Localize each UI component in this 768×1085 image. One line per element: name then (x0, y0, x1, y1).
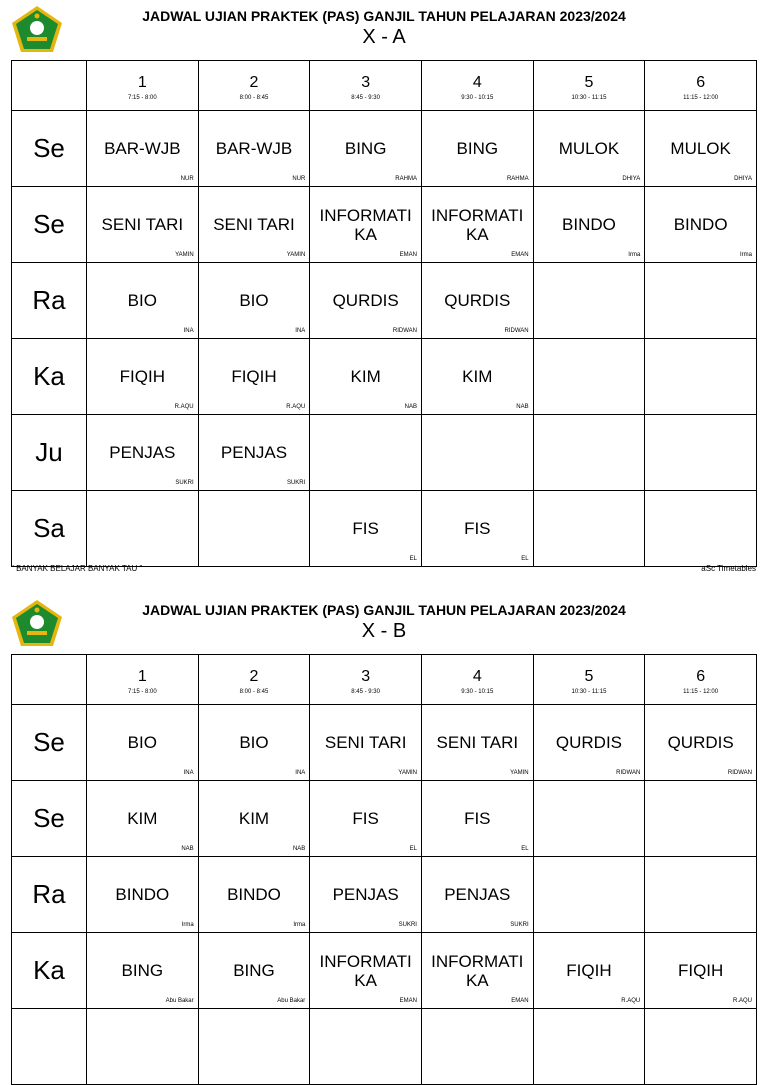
lesson-cell (533, 339, 645, 415)
day-label: Ra (12, 263, 87, 339)
teacher-name: Abu Bakar (165, 998, 194, 1004)
lesson-cell (533, 111, 645, 187)
period-number: 6 (696, 73, 706, 91)
subject-name: FIS (464, 519, 491, 538)
subject-name: BING (121, 961, 164, 980)
lesson-cell (533, 263, 645, 339)
period-header (198, 61, 310, 111)
period-header (533, 655, 645, 705)
period-number: 2 (249, 73, 259, 91)
period-number: 6 (696, 667, 706, 685)
period-header (645, 61, 757, 111)
lesson-cell (87, 111, 199, 187)
subject-name: PENJAS (220, 443, 288, 462)
teacher-name: R.AQU (621, 998, 641, 1004)
lesson-cell (645, 781, 757, 857)
period-number: 5 (584, 667, 594, 685)
day-row (12, 705, 757, 781)
teacher-name: NUR (292, 176, 306, 182)
lesson-cell (310, 339, 422, 415)
period-header-row (12, 61, 757, 111)
teacher-name: SUKRI (175, 480, 194, 486)
subject-name: BING (344, 139, 387, 158)
subject-name: KIM (350, 367, 381, 386)
lesson-cell (87, 491, 199, 567)
teacher-name: EMAN (399, 252, 417, 258)
teacher-name: RAHMA (395, 176, 417, 182)
subject-name: PENJAS (332, 885, 399, 904)
day-row (12, 111, 757, 187)
lesson-cell (645, 263, 757, 339)
teacher-name: NAB (292, 846, 306, 852)
teacher-name: INA (183, 328, 194, 334)
teacher-name: EMAN (511, 252, 529, 258)
subject-name: MULOK (558, 139, 620, 158)
empty-cell (421, 1009, 533, 1085)
lesson-cell (533, 933, 645, 1009)
class-name: X - A (362, 26, 406, 48)
empty-cell (198, 1009, 310, 1085)
sheet-title: JADWAL UJIAN PRAKTEK (PAS) GANJIL TAHUN PELAJARAN 2023/2024 (142, 8, 626, 24)
teacher-name: DHIYA (734, 176, 752, 182)
period-number: 5 (584, 73, 594, 91)
lesson-cell (645, 111, 757, 187)
day-label: Ju (12, 415, 87, 491)
lesson-cell (533, 187, 645, 263)
period-time: 11:15 - 12:00 (683, 688, 719, 695)
footer-generator: aSc Timetables (701, 564, 756, 573)
teacher-name: SUKRI (510, 922, 529, 928)
corner-cell (12, 61, 87, 111)
lesson-cell (421, 111, 533, 187)
period-number: 3 (361, 667, 371, 685)
day-row-partial (12, 1009, 757, 1085)
lesson-cell (87, 781, 199, 857)
subject-name: QURDIS (332, 291, 399, 310)
period-number: 2 (249, 667, 259, 685)
lesson-cell (645, 339, 757, 415)
subject-name: SENI TARI (213, 215, 295, 234)
lesson-cell (310, 933, 422, 1009)
lesson-cell (198, 339, 310, 415)
subject-name: SENI TARI (324, 733, 407, 752)
teacher-name: DHIYA (622, 176, 641, 182)
lesson-cell (198, 857, 310, 933)
period-time: 8:00 - 8:45 (239, 688, 269, 695)
lesson-cell (533, 781, 645, 857)
teacher-name: RAHMA (506, 176, 529, 182)
sheet-title: JADWAL UJIAN PRAKTEK (PAS) GANJIL TAHUN PELAJARAN 2023/2024 (142, 602, 626, 618)
lesson-cell (645, 187, 757, 263)
teacher-name: NUR (180, 176, 194, 182)
subject-name: MULOK (670, 139, 731, 158)
teacher-name: NAB (516, 404, 529, 410)
subject-name: INFORMATI KA (431, 205, 524, 244)
lesson-cell (310, 111, 422, 187)
lesson-cell (421, 263, 533, 339)
teacher-name: RIDWAN (504, 328, 529, 334)
lesson-cell (533, 415, 645, 491)
lesson-cell (310, 187, 422, 263)
period-header (87, 61, 199, 111)
subject-name: FIQIH (119, 367, 165, 386)
teacher-name: Irma (740, 252, 752, 258)
day-label: Se (12, 705, 87, 781)
period-header (198, 655, 310, 705)
subject-name: QURDIS (555, 733, 623, 752)
subject-name: FIS (352, 519, 379, 538)
teacher-name: INA (183, 770, 194, 776)
day-row (12, 187, 757, 263)
period-time: 7:15 - 8:00 (127, 688, 157, 695)
lesson-cell (310, 705, 422, 781)
corner-cell (12, 655, 87, 705)
teacher-name: EMAN (511, 998, 529, 1004)
period-time: 8:00 - 8:45 (239, 94, 269, 101)
subject-name: QURDIS (444, 291, 511, 310)
period-header (421, 655, 533, 705)
teacher-name: YAMIN (286, 252, 306, 258)
period-time: 9:30 - 10:15 (461, 688, 494, 695)
lesson-cell (310, 415, 422, 491)
period-time: 10:30 - 11:15 (571, 94, 607, 101)
subject-name: FIQIH (677, 961, 724, 980)
subject-name: BING (456, 139, 499, 158)
lesson-cell (87, 933, 199, 1009)
lesson-cell (198, 491, 310, 567)
subject-name: BAR-WJB (104, 139, 181, 158)
teacher-name: Abu Bakar (277, 998, 306, 1004)
lesson-cell (310, 263, 422, 339)
lesson-cell (198, 263, 310, 339)
teacher-name: Irma (181, 922, 194, 928)
teacher-name: R.AQU (732, 998, 752, 1004)
day-label: Ka (12, 339, 87, 415)
subject-name: INFORMATI KA (431, 951, 524, 990)
period-header (310, 61, 422, 111)
period-header-row (12, 655, 757, 705)
lesson-cell (421, 781, 533, 857)
teacher-name: YAMIN (175, 252, 194, 258)
teacher-name: EL (409, 846, 417, 852)
teacher-name: YAMIN (398, 770, 417, 776)
teacher-name: R.AQU (286, 404, 306, 410)
lesson-cell (645, 491, 757, 567)
teacher-name: RIDWAN (392, 328, 417, 334)
period-time: 11:15 - 12:00 (683, 94, 719, 101)
lesson-cell (87, 339, 199, 415)
lesson-cell (198, 187, 310, 263)
teacher-name: EMAN (399, 998, 417, 1004)
day-label: Se (12, 111, 87, 187)
subject-name: BIO (239, 733, 269, 752)
subject-name: KIM (238, 809, 270, 828)
lesson-cell (533, 491, 645, 567)
subject-name: PENJAS (444, 885, 511, 904)
teacher-name: R.AQU (174, 404, 194, 410)
teacher-name: RIDWAN (727, 770, 752, 776)
lesson-cell (87, 415, 199, 491)
lesson-cell (533, 857, 645, 933)
teacher-name: INA (295, 328, 306, 334)
period-number: 3 (361, 73, 371, 91)
subject-name: FIS (464, 809, 491, 828)
timetable-grid (11, 60, 757, 567)
subject-name: BINDO (562, 215, 616, 234)
lesson-cell (87, 705, 199, 781)
lesson-cell (198, 933, 310, 1009)
teacher-name: SUKRI (398, 922, 417, 928)
empty-cell (533, 1009, 645, 1085)
lesson-cell (310, 857, 422, 933)
teacher-name: NAB (404, 404, 417, 410)
period-number: 4 (472, 73, 482, 91)
period-header (645, 655, 757, 705)
subject-name: SENI TARI (436, 733, 519, 752)
subject-name: FIQIH (231, 367, 277, 386)
day-row (12, 781, 757, 857)
lesson-cell (421, 491, 533, 567)
subject-name: INFORMATI KA (319, 205, 412, 244)
teacher-name: SUKRI (286, 480, 306, 486)
teacher-name: NAB (181, 846, 194, 852)
subject-name: QURDIS (667, 733, 734, 752)
empty-cell (645, 1009, 757, 1085)
lesson-cell (421, 857, 533, 933)
subject-name: BINDO (115, 885, 170, 904)
lesson-cell (310, 781, 422, 857)
subject-name: BIO (127, 291, 157, 310)
day-label: Sa (12, 491, 87, 567)
timetable-sheet-x-b (0, 594, 768, 1024)
lesson-cell (198, 705, 310, 781)
subject-name: BINDO (227, 885, 281, 904)
teacher-name: EL (521, 846, 529, 852)
class-name: X - B (361, 620, 407, 642)
lesson-cell (87, 187, 199, 263)
lesson-cell (87, 857, 199, 933)
teacher-name: Irma (293, 922, 306, 928)
teacher-name: YAMIN (510, 770, 529, 776)
teacher-name: EL (409, 556, 417, 562)
teacher-name: EL (521, 556, 529, 562)
lesson-cell (421, 933, 533, 1009)
period-number: 4 (472, 667, 482, 685)
lesson-cell (87, 263, 199, 339)
day-row (12, 857, 757, 933)
teacher-name: RIDWAN (616, 770, 641, 776)
subject-name: SENI TARI (101, 215, 184, 234)
lesson-cell (645, 415, 757, 491)
day-label: Se (12, 187, 87, 263)
subject-name: INFORMATI KA (319, 951, 412, 990)
day-label: Se (12, 781, 87, 857)
lesson-cell (421, 705, 533, 781)
period-time: 8:45 - 9:30 (351, 94, 380, 101)
day-row (12, 491, 757, 567)
lesson-cell (645, 705, 757, 781)
period-header (533, 61, 645, 111)
period-number: 1 (137, 73, 147, 91)
period-time: 7:15 - 8:00 (127, 94, 157, 101)
empty-cell (310, 1009, 422, 1085)
lesson-cell (421, 339, 533, 415)
lesson-cell (198, 781, 310, 857)
teacher-name: INA (295, 770, 306, 776)
subject-name: BING (233, 961, 275, 980)
subject-name: KIM (462, 367, 493, 386)
lesson-cell (198, 111, 310, 187)
timetable-grid (11, 654, 757, 1085)
subject-name: BIO (239, 291, 269, 310)
subject-name: KIM (127, 809, 158, 828)
period-header (310, 655, 422, 705)
lesson-cell (533, 705, 645, 781)
teacher-name: Irma (628, 252, 641, 258)
subject-name: BINDO (673, 215, 728, 234)
period-time: 9:30 - 10:15 (461, 94, 494, 101)
day-label: Ra (12, 857, 87, 933)
period-header (87, 655, 199, 705)
lesson-cell (421, 187, 533, 263)
day-label: Ka (12, 933, 87, 1009)
subject-name: PENJAS (109, 443, 176, 462)
subject-name: BAR-WJB (215, 139, 293, 158)
subject-name: FIS (352, 809, 379, 828)
subject-name: BIO (127, 733, 157, 752)
period-time: 8:45 - 9:30 (351, 688, 380, 695)
lesson-cell (310, 491, 422, 567)
period-time: 10:30 - 11:15 (571, 688, 607, 695)
subject-name: FIQIH (566, 961, 612, 980)
lesson-cell (645, 933, 757, 1009)
day-row (12, 339, 757, 415)
footer-motto: " BANYAK BELAJAR BANYAK TAU " (11, 564, 143, 573)
day-row (12, 415, 757, 491)
empty-cell (87, 1009, 199, 1085)
day-row (12, 933, 757, 1009)
period-header (421, 61, 533, 111)
empty-cell (12, 1009, 87, 1085)
lesson-cell (421, 415, 533, 491)
period-number: 1 (137, 667, 147, 685)
lesson-cell (645, 857, 757, 933)
lesson-cell (198, 415, 310, 491)
day-row (12, 263, 757, 339)
